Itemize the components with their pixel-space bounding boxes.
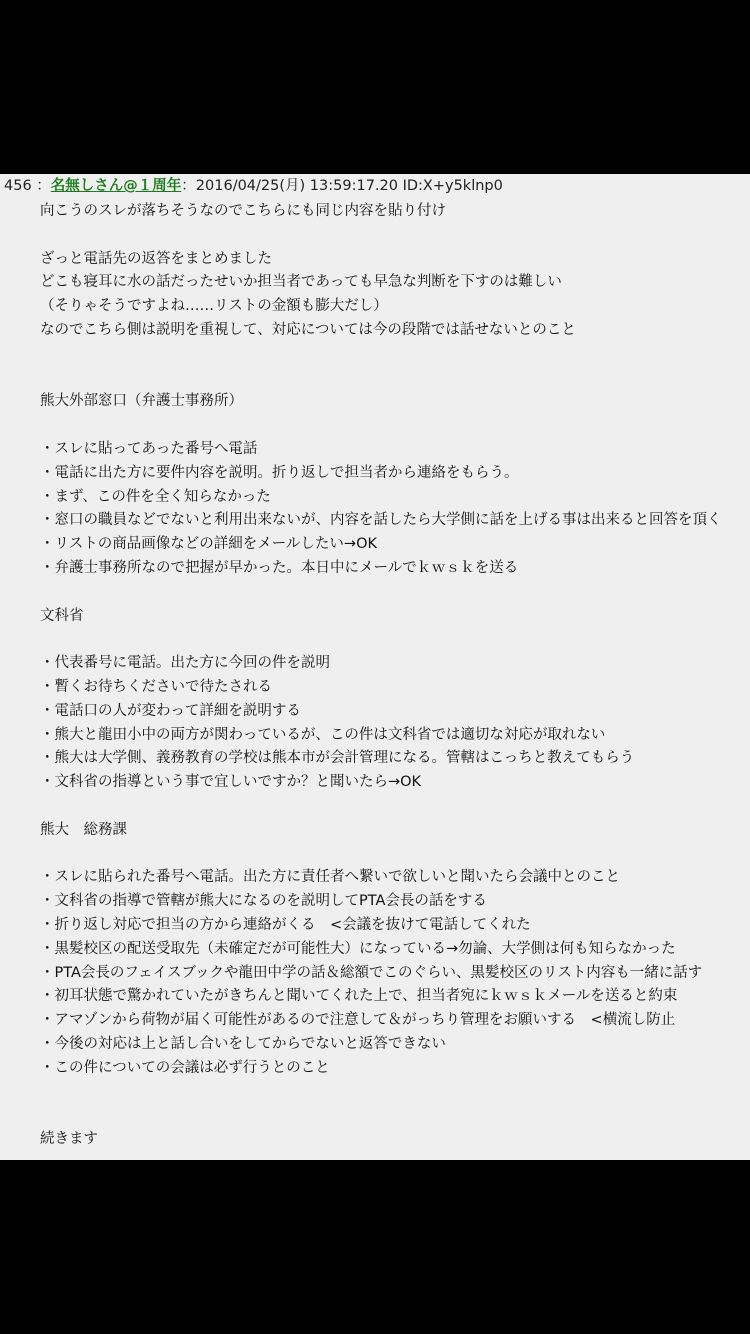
post-body-line: ざっと電話先の返答をまとめました [40, 250, 272, 267]
post-date-id: 2016/04/25(月) 13:59:17.20 ID:X+y5klnp0 [195, 178, 503, 194]
post-body-line: ・弁護士事務所なので把握が早かった。本日中にメールでｋｗｓｋを送る [40, 559, 519, 576]
post-body-line: ・熊大と龍田小中の両方が関わっているが、この件は文科省では適切な対応が取れない [40, 726, 606, 743]
post-body-line [40, 367, 750, 391]
post-body-line [40, 628, 750, 652]
post-body-line [40, 1080, 750, 1104]
post-container [0, 174, 750, 1160]
post-body-line: ・スレに貼られた番号へ電話。出た方に責任者へ繋いで欲しいと聞いたら会議中とのこと [40, 869, 620, 886]
post-body-line [40, 224, 750, 248]
post-body-line: ・電話口の人が変わって詳細を説明する [40, 702, 301, 719]
post-body-line: ・リストの商品画像などの詳細をメールしたい→OK [40, 536, 377, 553]
post-body-line: なのでこちら側は説明を重視して、対応については今の段階では話せないとのこと [40, 321, 576, 338]
post-body-line: どこも寝耳に水の話だったせいか担当者であっても早急な判断を下すのは難しい [40, 274, 562, 291]
post-body-line: ・アマゾンから荷物が届く可能性があるので注意して＆がっちり管理をお願いする <横流し防止 [40, 1012, 676, 1029]
post-body-line: ・黒髪校区の配送受取先（未確定だが可能性大）になっている→勿論、大学側は何も知らなかった [40, 940, 676, 957]
post-body-line [40, 581, 750, 605]
post-body-line [40, 343, 750, 367]
post-body-line [40, 414, 750, 438]
header-separator: ： [36, 178, 51, 194]
post-body-line: 向こうのスレが落ちそうなのでこちらにも同じ内容を貼り付け [40, 203, 446, 219]
post-body-line: ・初耳状態で驚かれていたがきちんと聞いてくれた上で、担当者宛にｋｗｓｋメールを送ると約束 [40, 988, 678, 1005]
post-body-line: ・PTA会長のフェイスブックや龍田中学の話＆総額でこのぐらい、黒髪校区のリスト内容も一緒に話す [40, 964, 703, 981]
post-body-line: ・まず、この件を全く知らなかった [40, 488, 271, 505]
post-body-line: （そりゃそうですよね……リストの金額も膨大だし） [40, 298, 388, 315]
post-body [40, 200, 750, 1152]
post-body-line: ・熊大は大学側、義務教育の学校は熊本市が会計管理になる。管轄はこっちと教えてもらう [40, 750, 635, 767]
post-body-line: ・代表番号に電話。出た方に今回の件を説明 [40, 655, 330, 672]
post-header [4, 176, 503, 196]
post-body-line [40, 795, 750, 819]
post-body-line: ・折り返し対応で担当の方から連絡がくる <会議を抜けて電話してくれた [40, 916, 531, 933]
post-body-line: 熊大 総務課 [40, 821, 127, 838]
post-body-line: ・今後の対応は上と話し合いをしてからでないと返答できない [40, 1035, 446, 1052]
post-body-line: ・暫くお待ちくださいで待たされる [40, 678, 272, 695]
post-body-line: ・窓口の職員などでないと利用出来ないが、内容を話したら大学側に話を上げる事は出来ると回答を頂く [40, 512, 722, 529]
post-number[interactable]: 456 [4, 178, 32, 194]
post-body-line: ・この件についての会議は必ず行うとのこと [40, 1059, 330, 1076]
post-body-line: ・文科省の指導という事で宜しいですか？と聞いたら→OK [40, 774, 422, 791]
date-separator: ： [181, 178, 196, 194]
post-body-line: ・スレに貼ってあった番号へ電話 [40, 440, 258, 457]
post-body-line [40, 843, 750, 867]
post-body-line: ・電話に出た方に要件内容を説明。折り返しで担当者から連絡をもらう。 [40, 464, 519, 481]
poster-name-link[interactable]: 名無しさん@１周年 [50, 178, 182, 194]
post-body-line: 熊大外部窓口（弁護士事務所） [40, 393, 243, 410]
post-body-line: ・文科省の指導で管轄が熊大になるのを説明してPTA会長の話をする [40, 893, 487, 910]
post-body-line: 文科省 [40, 607, 84, 624]
post-body-line [40, 1104, 750, 1128]
post-body-line: 続きます [40, 1131, 98, 1148]
